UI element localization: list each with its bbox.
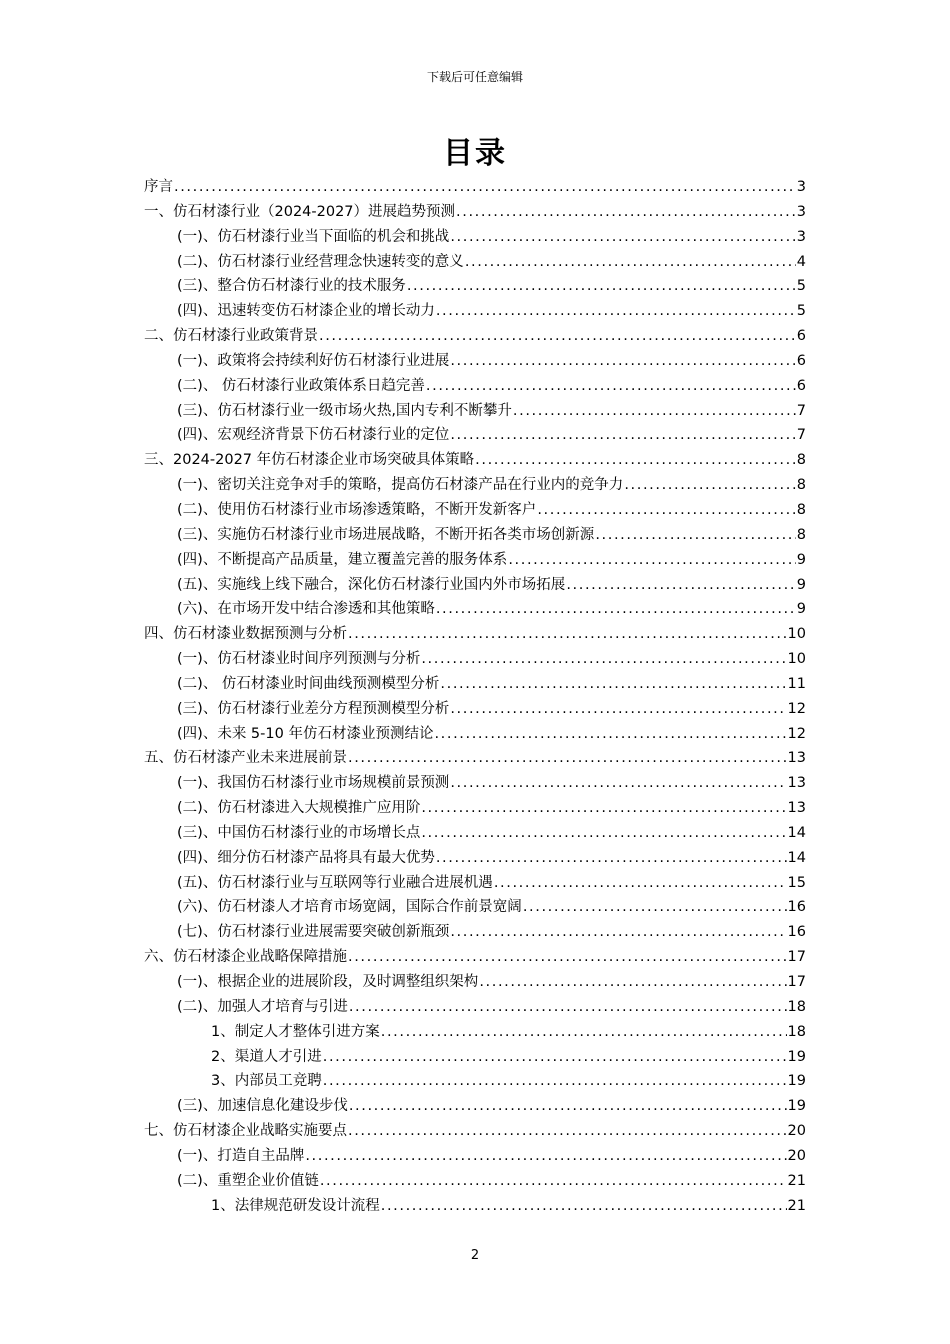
toc-entry-page: 21	[787, 1172, 806, 1189]
toc-entry[interactable]	[144, 970, 806, 995]
toc-entry[interactable]	[144, 622, 806, 647]
toc-dot-leader	[421, 647, 786, 672]
toc-entry-title: (三)、实施仿石材漆行业市场进展战略，不断开拓各类市场创新源	[177, 526, 595, 543]
toc-entry-page: 6	[796, 377, 806, 394]
toc-entry-page: 10	[787, 651, 806, 668]
toc-entry-title: (三)、仿石材漆行业一级市场火热,国内专利不断攀升	[177, 402, 512, 419]
toc-entry[interactable]	[144, 573, 806, 598]
toc-dot-leader	[450, 423, 795, 448]
toc-entry-title: 2、渠道人才引进	[211, 1048, 322, 1065]
toc-entry-page: 7	[796, 402, 806, 419]
toc-entry-title: (四)、迅速转变仿石材漆企业的增长动力	[177, 303, 435, 320]
toc-entry[interactable]	[144, 274, 806, 299]
toc-entry[interactable]	[144, 1169, 806, 1194]
toc-dot-leader	[523, 895, 787, 920]
toc-entry-title: (四)、细分仿石材漆产品将具有最大优势	[177, 849, 435, 866]
toc-entry[interactable]	[144, 995, 806, 1020]
toc-entry-title: 1、制定人才整体引进方案	[211, 1023, 380, 1040]
toc-dot-leader	[450, 771, 786, 796]
toc-entry-title: 七、仿石材漆企业战略实施要点	[144, 1123, 347, 1140]
toc-dot-leader	[450, 697, 786, 722]
toc-entry[interactable]	[144, 448, 806, 473]
toc-entry-title: 一、仿石材漆行业（2024-2027）进展趋势预测	[144, 203, 456, 220]
toc-entry-page: 8	[796, 452, 806, 469]
toc-entry-title: (二)、仿石材漆进入大规模推广应用阶	[177, 800, 421, 817]
toc-title: 目录	[443, 136, 507, 171]
toc-dot-leader	[381, 1020, 787, 1045]
toc-entry[interactable]	[144, 920, 806, 945]
toc-dot-leader	[436, 299, 796, 324]
toc-entry-page: 19	[787, 1048, 806, 1065]
toc-entry-page: 19	[787, 1098, 806, 1115]
toc-entry[interactable]	[144, 846, 806, 871]
toc-entry-page: 3	[796, 228, 806, 245]
toc-entry[interactable]	[144, 597, 806, 622]
table-of-contents	[144, 175, 806, 1218]
toc-entry[interactable]	[144, 399, 806, 424]
toc-entry-page: 9	[796, 551, 806, 568]
toc-entry-page: 11	[787, 675, 806, 692]
toc-entry[interactable]	[144, 1194, 806, 1219]
toc-entry-title: 六、仿石材漆企业战略保障措施	[144, 949, 347, 966]
toc-entry-title: (一)、根据企业的进展阶段，及时调整组织架构	[177, 974, 479, 990]
toc-entry-page: 17	[787, 974, 806, 990]
page-number: 2	[470, 1248, 480, 1263]
toc-entry[interactable]	[144, 374, 806, 399]
toc-dot-leader	[450, 349, 795, 374]
toc-entry-title: (三)、中国仿石材漆行业的市场增长点	[177, 824, 421, 841]
toc-entry-page: 3	[796, 203, 806, 220]
toc-entry-page: 14	[787, 849, 806, 866]
toc-entry-page: 6	[796, 352, 806, 369]
toc-entry-title: (三)、仿石材漆行业差分方程预测模型分析	[177, 700, 450, 717]
toc-dot-leader	[566, 573, 795, 598]
toc-entry-title: (三)、整合仿石材漆行业的技术服务	[177, 278, 406, 295]
toc-dot-leader	[320, 1169, 787, 1194]
toc-entry[interactable]	[144, 498, 806, 523]
toc-entry-page: 18	[787, 998, 806, 1015]
toc-entry-page: 9	[796, 576, 806, 593]
toc-entry-page: 12	[787, 725, 806, 742]
toc-entry-title: (四)、未来 5-10 年仿石材漆业预测结论	[177, 725, 434, 742]
toc-entry-page: 8	[796, 526, 806, 543]
toc-entry[interactable]	[144, 1119, 806, 1144]
toc-dot-leader	[595, 523, 795, 548]
toc-dot-leader	[407, 274, 796, 299]
toc-entry[interactable]	[144, 746, 806, 771]
toc-entry-page: 21	[787, 1197, 806, 1214]
toc-entry-title: 四、仿石材漆业数据预测与分析	[144, 626, 347, 643]
toc-entry-title: (七)、仿石材漆行业进展需要突破创新瓶颈	[177, 924, 450, 941]
toc-entry[interactable]	[144, 1144, 806, 1169]
toc-entry-title: (二)、 仿石材漆业时间曲线预测模型分析	[177, 675, 440, 692]
toc-dot-leader	[349, 995, 787, 1020]
toc-entry-title: 二、仿石材漆行业政策背景	[144, 328, 318, 345]
toc-entry-title: (一)、密切关注竞争对手的策略，提高仿石材漆产品在行业内的竞争力	[177, 477, 624, 494]
toc-dot-leader	[465, 250, 796, 275]
toc-entry-page: 20	[787, 1147, 806, 1164]
toc-entry-page: 7	[796, 427, 806, 444]
toc-entry[interactable]	[144, 225, 806, 250]
toc-entry[interactable]	[144, 175, 806, 200]
toc-entry-title: (一)、仿石材漆业时间序列预测与分析	[177, 651, 421, 668]
toc-entry-title: (一)、仿石材漆行业当下面临的机会和挑战	[177, 228, 450, 245]
toc-dot-leader	[508, 548, 795, 573]
toc-dot-leader	[456, 200, 796, 225]
toc-dot-leader	[426, 374, 796, 399]
toc-entry-page: 15	[787, 874, 806, 891]
toc-entry[interactable]	[144, 299, 806, 324]
toc-entry-title: (四)、宏观经济背景下仿石材漆行业的定位	[177, 427, 450, 444]
toc-entry-page: 16	[787, 924, 806, 941]
toc-entry-page: 14	[787, 824, 806, 841]
toc-dot-leader	[323, 1045, 787, 1070]
toc-dot-leader	[174, 175, 796, 200]
toc-dot-leader	[475, 448, 796, 473]
toc-entry-page: 13	[787, 800, 806, 817]
toc-entry-title: (四)、不断提高产品质量，建立覆盖完善的服务体系	[177, 551, 508, 568]
toc-entry[interactable]	[144, 722, 806, 747]
toc-entry-page: 16	[787, 899, 806, 916]
toc-entry-title: (五)、仿石材漆行业与互联网等行业融合进展机遇	[177, 874, 493, 891]
toc-dot-leader	[450, 225, 795, 250]
toc-entry-page: 12	[787, 700, 806, 717]
toc-entry[interactable]	[144, 250, 806, 275]
toc-dot-leader	[348, 1119, 787, 1144]
toc-entry-title: (一)、打造自主品牌	[177, 1147, 305, 1164]
toc-entry[interactable]	[144, 945, 806, 970]
toc-entry-page: 9	[796, 601, 806, 618]
toc-entry-title: 1、法律规范研发设计流程	[211, 1197, 380, 1214]
toc-dot-leader	[436, 597, 796, 622]
toc-entry-title: (五)、实施线上线下融合，深化仿石材漆行业国内外市场拓展	[177, 576, 566, 593]
toc-dot-leader	[348, 945, 787, 970]
toc-entry-page: 8	[796, 477, 806, 494]
toc-dot-leader	[348, 622, 787, 647]
toc-entry[interactable]	[144, 1069, 806, 1094]
toc-entry-title: (六)、在市场开发中结合渗透和其他策略	[177, 601, 435, 618]
toc-entry-title: (三)、加速信息化建设步伐	[177, 1098, 348, 1115]
toc-dot-leader	[494, 871, 787, 896]
toc-entry[interactable]	[144, 523, 806, 548]
toc-dot-leader	[436, 846, 787, 871]
toc-entry[interactable]	[144, 697, 806, 722]
toc-entry[interactable]	[144, 871, 806, 896]
toc-entry[interactable]	[144, 473, 806, 498]
toc-dot-leader	[479, 970, 786, 995]
toc-dot-leader	[421, 796, 786, 821]
toc-entry[interactable]	[144, 548, 806, 573]
toc-dot-leader	[450, 920, 786, 945]
toc-entry-title: 三、2024-2027 年仿石材漆企业市场突破具体策略	[144, 452, 475, 469]
toc-entry[interactable]	[144, 796, 806, 821]
toc-entry-page: 5	[796, 278, 806, 295]
toc-dot-leader	[319, 324, 796, 349]
toc-entry-title: 序言	[144, 179, 173, 195]
toc-entry[interactable]	[144, 647, 806, 672]
toc-entry[interactable]	[144, 1094, 806, 1119]
toc-entry[interactable]	[144, 672, 806, 697]
toc-entry-page: 4	[796, 253, 806, 270]
toc-entry[interactable]	[144, 349, 806, 374]
toc-entry-page: 20	[787, 1123, 806, 1140]
toc-entry-page: 17	[787, 949, 806, 966]
toc-entry-title: 3、内部员工竞聘	[211, 1073, 322, 1090]
toc-dot-leader	[348, 746, 787, 771]
toc-entry-page: 3	[796, 179, 806, 195]
toc-dot-leader	[513, 399, 796, 424]
toc-dot-leader	[381, 1194, 787, 1219]
toc-entry-title: (二)、使用仿石材漆行业市场渗透策略，不断开发新客户	[177, 501, 537, 518]
toc-entry[interactable]	[144, 821, 806, 846]
toc-dot-leader	[349, 1094, 787, 1119]
toc-entry[interactable]	[144, 895, 806, 920]
toc-dot-leader	[323, 1069, 787, 1094]
toc-entry-title: (二)、 仿石材漆行业政策体系日趋完善	[177, 377, 425, 394]
toc-entry-title: (一)、政策将会持续利好仿石材漆行业进展	[177, 352, 450, 369]
toc-dot-leader	[305, 1144, 786, 1169]
toc-entry-page: 6	[796, 328, 806, 345]
toc-entry-page: 18	[787, 1023, 806, 1040]
toc-entry-title: (二)、重塑企业价值链	[177, 1172, 319, 1189]
toc-dot-leader	[421, 821, 786, 846]
toc-entry-title: (二)、加强人才培育与引进	[177, 998, 348, 1015]
toc-entry[interactable]	[144, 1045, 806, 1070]
toc-entry[interactable]	[144, 771, 806, 796]
toc-dot-leader	[537, 498, 795, 523]
toc-entry-title: (二)、仿石材漆行业经营理念快速转变的意义	[177, 253, 464, 270]
toc-dot-leader	[440, 672, 786, 697]
toc-entry-page: 5	[796, 303, 806, 320]
toc-entry-page: 8	[796, 501, 806, 518]
toc-entry-title: 五、仿石材漆产业未来进展前景	[144, 750, 347, 767]
toc-entry[interactable]	[144, 324, 806, 349]
toc-entry-title: (六)、仿石材漆人才培育市场宽阔，国际合作前景宽阔	[177, 899, 522, 916]
toc-entry-title: (一)、我国仿石材漆行业市场规模前景预测	[177, 775, 450, 792]
toc-entry[interactable]	[144, 423, 806, 448]
page-header-note: 下载后可任意编辑	[426, 70, 523, 84]
toc-entry[interactable]	[144, 1020, 806, 1045]
toc-entry[interactable]	[144, 200, 806, 225]
toc-entry-page: 10	[787, 626, 806, 643]
toc-dot-leader	[624, 473, 795, 498]
toc-entry-page: 13	[787, 775, 806, 792]
toc-entry-page: 19	[787, 1073, 806, 1090]
toc-dot-leader	[434, 722, 786, 747]
toc-entry-page: 13	[787, 750, 806, 767]
